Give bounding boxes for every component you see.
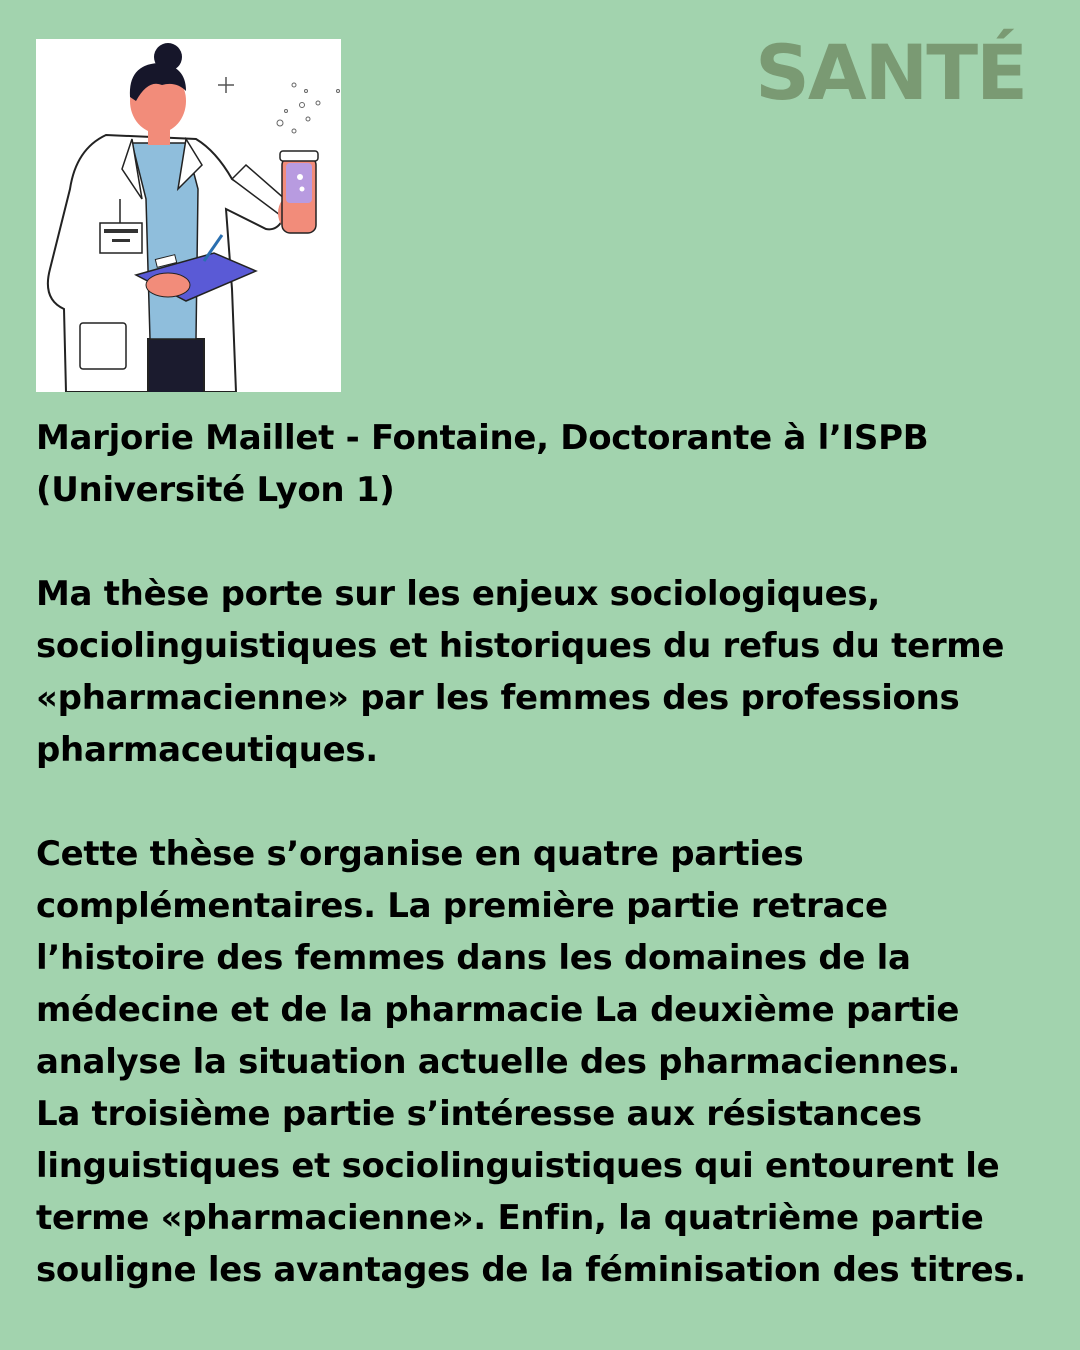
text-line: Ma thèse porte sur les enjeux sociologiques, (36, 574, 880, 614)
text-line: pharmaceutiques. (36, 730, 378, 770)
test-tube-liquid (286, 163, 312, 203)
test-tube-cap (280, 151, 318, 161)
coat-pocket (80, 323, 126, 369)
author-credit (36, 412, 1036, 516)
text-line: La troisième partie s’intéresse aux résistances (36, 1094, 922, 1134)
name-badge (100, 223, 142, 253)
thesis-summary-paragraph (36, 568, 1036, 776)
author-affiliation-line: (Université Lyon 1) (36, 470, 395, 510)
text-line: «pharmacienne» par les femmes des professions (36, 678, 960, 718)
pharmacist-illustration-svg (36, 39, 341, 392)
category-title: SANTÉ (755, 28, 1026, 117)
thesis-structure-paragraph (36, 828, 1036, 1296)
bubbles-icon (277, 83, 340, 133)
text-line: linguistiques et sociolinguistiques qui entourent le (36, 1146, 1000, 1186)
text-line: terme «pharmacienne». Enfin, la quatrième partie (36, 1198, 984, 1238)
trousers-shape (144, 339, 206, 392)
liquid-bubble (300, 187, 305, 192)
badge-text-line (104, 229, 138, 233)
text-line: l’histoire des femmes dans les domaines de la (36, 938, 911, 978)
sparkle-icon (218, 77, 234, 93)
author-name-line: Marjorie Maillet - Fontaine, Doctorante à l’ISPB (36, 418, 929, 458)
text-line: complémentaires. La première partie retrace (36, 886, 888, 926)
text-line: analyse la situation actuelle des pharmaciennes. (36, 1042, 961, 1082)
hair-bun-shape (154, 43, 182, 71)
text-line: souligne les avantages de la féminisation des titres. (36, 1250, 1026, 1290)
hand-left (146, 273, 190, 297)
badge-text-line (112, 239, 130, 242)
pharmacist-illustration (36, 39, 341, 392)
text-line: médecine et de la pharmacie La deuxième partie (36, 990, 960, 1030)
liquid-bubble (297, 174, 303, 180)
text-line: sociolinguistiques et historiques du refus du terme (36, 626, 1005, 666)
text-line: Cette thèse s’organise en quatre parties (36, 834, 804, 874)
